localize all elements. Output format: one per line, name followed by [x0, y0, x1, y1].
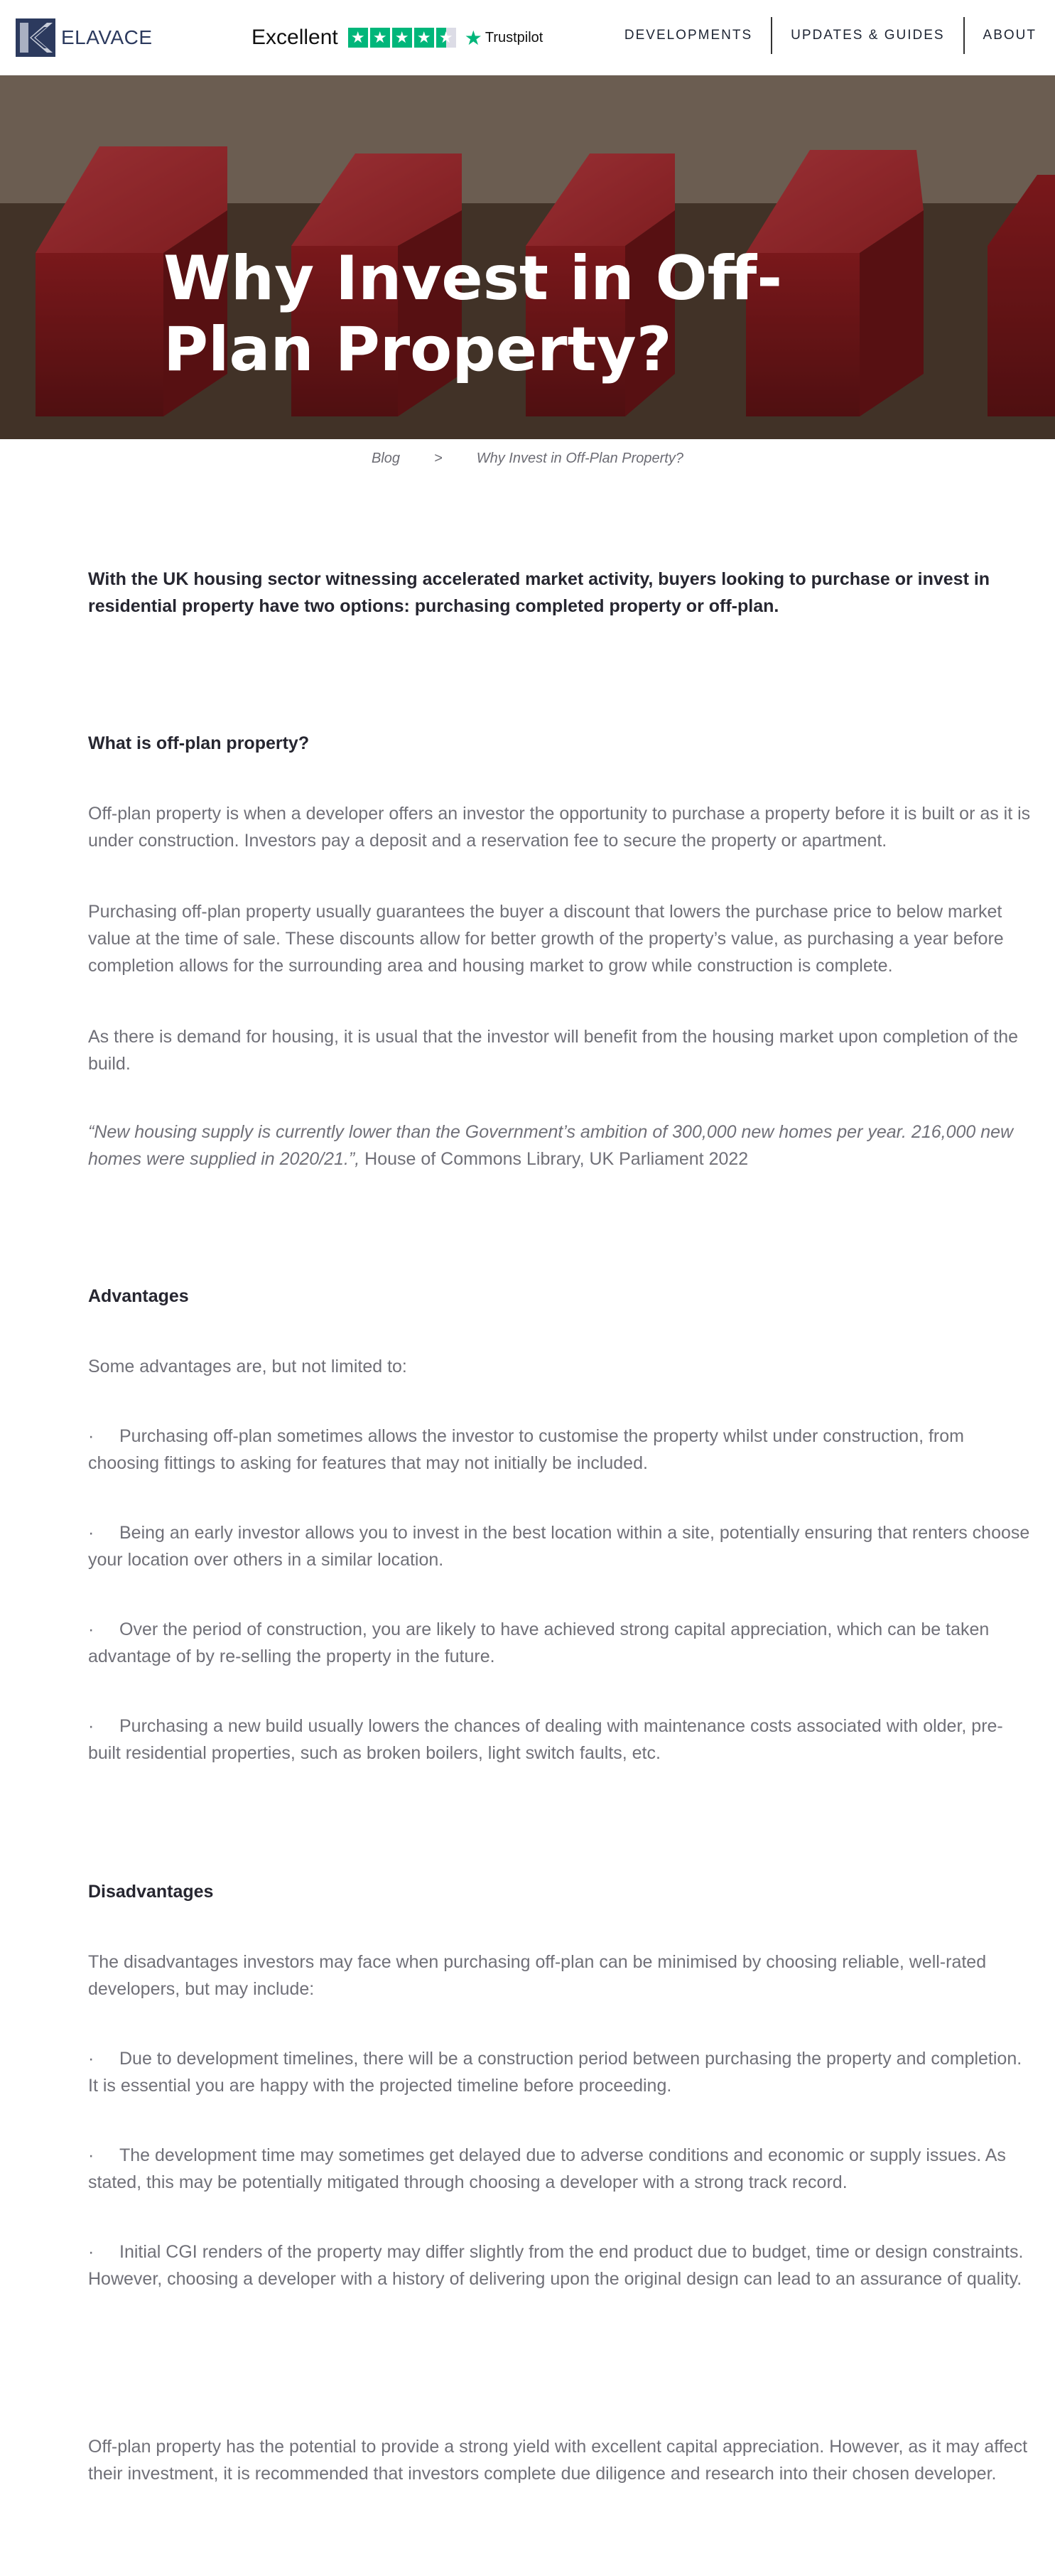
bullet-dot: ·	[88, 1523, 94, 1543]
breadcrumb-separator: >	[434, 451, 443, 466]
quote-source: House of Commons Library, UK Parliament 2022	[359, 1149, 749, 1169]
logo-text: ELAVACE	[61, 26, 153, 48]
quote-paragraph	[88, 1119, 1033, 1173]
paragraph: As there is demand for housing, it is usual that the investor will benefit from the housing market upon completion of the build.	[88, 1027, 1019, 1074]
heading-what-is-off-plan: What is off-plan property?	[88, 733, 310, 753]
logo-mark-icon	[16, 18, 55, 57]
bullet-dot: ·	[88, 1426, 94, 1446]
advantage-item	[88, 1713, 1033, 1767]
disadvantage-item	[88, 2045, 1033, 2099]
trustpilot-widget[interactable]	[251, 23, 543, 52]
advantage-item	[88, 1519, 1033, 1573]
trustpilot-stars	[348, 28, 456, 48]
bullet-dot: ·	[88, 2049, 94, 2069]
article-lead: With the UK housing sector witnessing accelerated market activity, buyers looking to purchase or invest in residential property have two options: purchasing completed property or off-plan.	[88, 569, 990, 616]
advantage-text: Over the period of construction, you are likely to have achieved strong capital appreciation, which can be taken advantage of by re-selling the property in the future.	[88, 1620, 990, 1666]
star-icon: ★	[414, 28, 434, 48]
paragraph: The disadvantages investors may face when purchasing off-plan can be minimised by choosing reliable, well-rated developers, but may include:	[88, 1952, 987, 1999]
paragraph: Purchasing off-plan property usually guarantees the buyer a discount that lowers the purchase price to below market value at the time of sale. These discounts allow for better growth of the property’s value, as purchasing a year before completion allows for the surrounding area and housing market to grow while construction is complete.	[88, 902, 1004, 976]
hero-banner	[0, 75, 1055, 439]
advantage-item	[88, 1423, 1033, 1477]
logo[interactable]	[16, 18, 153, 57]
bullet-dot: ·	[88, 2242, 94, 2262]
page-title: Why Invest in Off-Plan Property?	[163, 243, 783, 385]
nav-updates-guides[interactable]: UPDATES & GUIDES	[772, 17, 964, 54]
paragraph: Some advantages are, but not limited to:	[88, 1357, 407, 1376]
nav-about[interactable]: ABOUT	[983, 28, 1037, 43]
nav-developments[interactable]: DEVELOPMENTS	[624, 17, 772, 54]
trustpilot-rating-label: Excellent	[251, 26, 338, 49]
advantage-text: Purchasing a new build usually lowers the chances of dealing with maintenance costs associated with older, pre-built residential properties, such as broken boilers, light switch faults, etc.	[88, 1716, 1003, 1763]
heading-disadvantages: Disadvantages	[88, 1882, 214, 1902]
disadvantage-text: The development time may sometimes get delayed due to adverse conditions and economic or supply issues. As stated, this may be potentially mitigated through choosing a developer with a strong track record.	[88, 2145, 1006, 2192]
main-nav	[624, 17, 1055, 54]
heading-advantages: Advantages	[88, 1286, 189, 1306]
site-header	[0, 0, 1055, 75]
star-icon: ★	[348, 28, 368, 48]
disadvantage-text: Due to development timelines, there will be a construction period between purchasing the property and completion. It is essential you are happy with the projected timeline before proceeding.	[88, 2049, 1022, 2096]
advantage-text: Being an early investor allows you to invest in the best location within a site, potentially ensuring that renters choose your location over others in a similar location.	[88, 1523, 1030, 1570]
trustpilot-star-icon: ★	[464, 26, 482, 49]
bullet-dot: ·	[88, 2145, 94, 2165]
trustpilot-brand	[465, 26, 543, 50]
star-icon: ★	[392, 28, 412, 48]
breadcrumb-current: Why Invest in Off-Plan Property?	[476, 451, 683, 466]
half-star-icon: ★	[436, 28, 456, 48]
star-icon: ★	[370, 28, 390, 48]
quote-text: “New housing supply is currently lower than the Government’s ambition of 300,000 new homes per year. 216,000 new homes were supplied in 2020/21.”,	[88, 1122, 1014, 1169]
trustpilot-brand-text: Trustpilot	[485, 29, 543, 45]
disadvantage-text: Initial CGI renders of the property may differ slightly from the end product due to budget, time or design constraints. However, choosing a developer with a history of delivering upon the original design can lead to an assurance of quality.	[88, 2242, 1024, 2289]
advantage-text: Purchasing off-plan sometimes allows the investor to customise the property whilst under construction, from choosing fittings to asking for features that may not initially be included.	[88, 1426, 964, 1473]
paragraph: Off-plan property is when a developer offers an investor the opportunity to purchase a property before it is built or as it is under construction. Investors pay a deposit and a reservation fee to secure the property or apartment.	[88, 804, 1031, 851]
breadcrumb	[0, 451, 1055, 467]
advantage-item	[88, 1616, 1033, 1670]
disadvantage-item	[88, 2142, 1033, 2196]
breadcrumb-blog-link[interactable]: Blog	[372, 451, 401, 466]
bullet-dot: ·	[88, 1620, 94, 1639]
disadvantage-item	[88, 2238, 1033, 2292]
bullet-dot: ·	[88, 1716, 94, 1736]
conclusion-paragraph: Off-plan property has the potential to provide a strong yield with excellent capital appreciation. However, as it may affect their investment, it is recommended that investors complete due diligence and research into their chosen developer.	[88, 2437, 1028, 2484]
